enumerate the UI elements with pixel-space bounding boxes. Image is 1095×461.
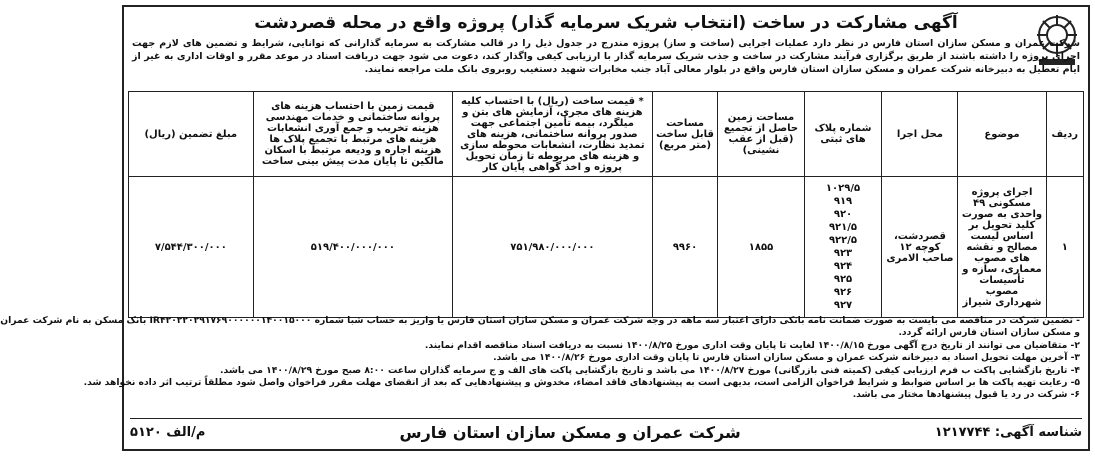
- header-location: محل اجرا: [882, 92, 958, 177]
- conditions-list: [0, 315, 1080, 402]
- footer: [130, 418, 1082, 445]
- project-table: [128, 91, 1084, 318]
- table-header-row: [129, 92, 1084, 177]
- note-item: - تضمین شرکت در مناقصه می بایست به صورت ضمانت نامه بانکی دارای اعتبار سه ماهه در وجه شرکت عمران و مسکن سازان استان فارس یا واریز به حساب شبا شماره IR۴۲۰۲۲۰۲۹۱۷۶۹۰۰۰۰۰۰۱۴۰۰۱۵۰۰۰ بانک مسکن به نام شرکت عمران: [0, 315, 1080, 326]
- page-title: آگهی مشارکت در ساخت (انتخاب شریک سرمایه گذار) پروژه واقع در محله قصردشت: [254, 13, 958, 33]
- intro-paragraph: شرکت عمران و مسکن سازان استان فارس در نظر دارد عملیات اجرایی (ساخت و ساز) پروژه مندرج در جدول ذیل را در قالب مشارکت به سرمایه گذارانی که توانایی، شرایط و تضمین های لازم جهت اجرای پروژه را داشته باشند از طریق برگزاری فرآیند مشارکت در ساخت و جذب شریک سرمایه گذار با ارزیابی کیفی واگذار کند، دعوت می شود جهت دریافت اسناد در موعد مقرر و اوقات اداری به غیر از ایام تعطیل به دبیرخانه شرکت عمران و مسکن سازان استان فارس واقع در بلوار معالی آباد جنب مخابرات شهید دستغیب روبروی بانک ملت مراجعه نمایند.: [132, 38, 1080, 75]
- plot-number: ۹۲۶: [833, 287, 853, 298]
- cell-subject: اجرای پروژه مسکونی ۴۹ واحدی به صورت کلید تحویل بر اساس لیست مصالح و نقشه های مصوب معماری، سازه و تأسیسات مصوب شهرداری شیراز: [958, 177, 1046, 318]
- plot-number: ۱۰۲۹/۵: [825, 183, 861, 194]
- plot-number: ۹۲۰: [833, 209, 853, 220]
- plot-number: ۹۲۲/۵: [828, 235, 858, 246]
- header-land-area: مساحت زمین حاصل از تجمیع (قبل از عقب نشینی): [718, 92, 804, 177]
- table-row: [129, 177, 1084, 318]
- publication-code: م/الف ۵۱۲۰: [130, 424, 206, 440]
- header-land-price: قیمت زمین با احتساب هزینه های پروانه ساختمانی و خدمات مهندسی هزینه تخریب و جمع آوری انشعابات هزینه های مرتبط با تجمیع پلاک ها هزینه اجاره و ودیعه مرتبط با اسکان مالکین تا پایان مدت پیش بینی ساخت: [253, 92, 453, 177]
- cell-index: ۱: [1046, 177, 1083, 318]
- plot-number: ۹۲۳: [833, 248, 853, 259]
- cell-land-price: ۵۱۹/۴۰۰/۰۰۰/۰۰۰: [253, 177, 453, 318]
- cell-buildable-area: ۹۹۶۰: [652, 177, 718, 318]
- note-item: ۳- آخرین مهلت تحویل اسناد به دبیرخانه شرکت عمران و مسکن سازان استان فارس تا پایان وقت اداری مورخ ۱۴۰۰/۸/۲۶ می باشد.: [493, 352, 1080, 364]
- header-plots: شماره پلاک های ثبتی: [804, 92, 882, 177]
- header-guarantee: مبلغ تضمین (ریال): [129, 92, 254, 177]
- header-construction-price: * قیمت ساخت (ریال) با احتساب کلیه هزینه های مجری، آزمایش های بتن و میلگرد، بیمه تأمین اجتماعی جهت صدور پروانه ساختمانی، هزینه های تمدید نظارت، انشعابات محوطه سازی و هزینه های مربوطه تا زمان تحویل پروژه و اخذ گواهی پایان کار: [453, 92, 653, 177]
- cell-construction-price: ۷۵۱/۹۸۰/۰۰۰/۰۰۰: [453, 177, 653, 318]
- note-item: ۲- متقاضیان می توانند از تاریخ درج آگهی مورخ ۱۴۰۰/۸/۱۵ لغایت تا پایان وقت اداری مورخ ۱۴۰۰/۸/۲۵ نسبت به دریافت اسناد مناقصه اقدام نمایند.: [424, 339, 1080, 351]
- plot-number: ۹۲۱/۵: [828, 222, 858, 233]
- header-subject: موضوع: [958, 92, 1046, 177]
- header-index: ردیف: [1046, 92, 1083, 177]
- cell-guarantee: ۷/۵۴۴/۳۰۰/۰۰۰: [129, 177, 254, 318]
- note-item: ۶- شرکت در رد یا قبول پیشنهادها مختار می باشد.: [852, 389, 1080, 401]
- cell-location: قصردشت، کوچه ۱۲ صاحب الامری: [882, 177, 958, 318]
- footer-organization: شرکت عمران و مسکن سازان استان فارس: [399, 422, 741, 442]
- plot-number: ۹۲۵: [833, 274, 853, 285]
- note-item: و مسکن سازان استان فارس ارائه گردد.: [898, 327, 1080, 339]
- cell-plots: [804, 177, 882, 318]
- plot-number: ۹۲۴: [833, 261, 853, 272]
- note-item: ۴- تاریخ بازگشایی پاکت ب فرم ارزیابی کیفی (کمیته فنی بازرگانی) مورخ ۱۴۰۰/۸/۲۷ می باشد و تاریخ بازگشایی پاکت های الف و ج سرمایه گذاران ساعت ۸:۰۰ صبح مورخ ۱۴۰۰/۸/۲۹ می باشد.: [220, 364, 1080, 376]
- ad-number: شناسه آگهی: ۱۲۱۷۷۴۴: [934, 424, 1082, 440]
- plot-number: ۹۲۷: [833, 300, 853, 311]
- advertisement: [0, 5, 1090, 451]
- cell-land-area: ۱۸۵۵: [718, 177, 804, 318]
- note-item: ۵- رعایت تهیه پاکت ها بر اساس ضوابط و شرایط فراخوان الزامی است، بدیهی است به پیشنهادهای فاقد امضاء، مخدوش و پیشنهادهایی که بعد از انقضای مهلت مقرر فراخوان واصل شود مطلقاً ترتیب اثر داده نخواهد شد.: [83, 377, 1080, 389]
- plot-number: ۹۱۹: [833, 196, 853, 207]
- header-buildable-area: مساحت قابل ساخت (متر مربع): [652, 92, 718, 177]
